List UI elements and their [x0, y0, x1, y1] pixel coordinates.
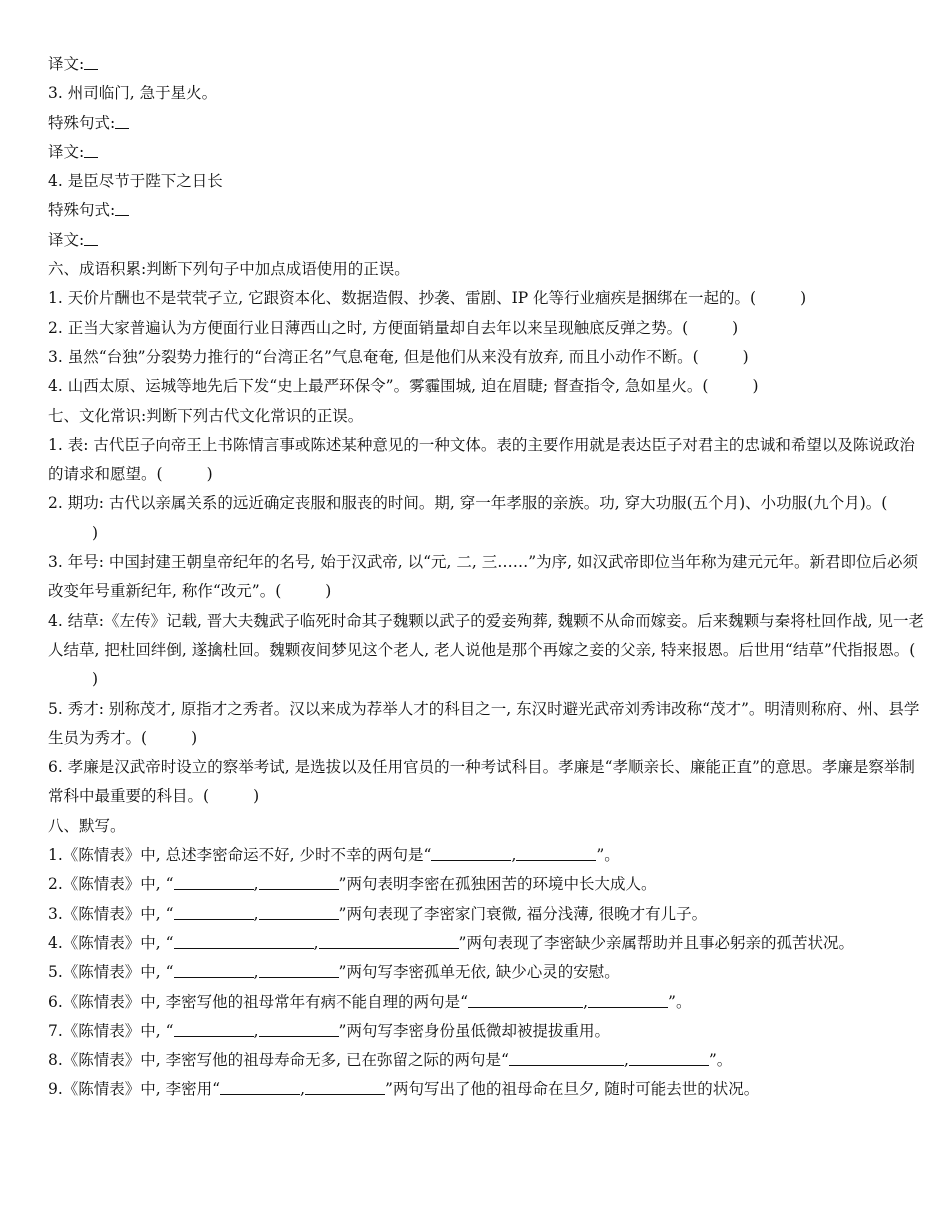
answer-blank[interactable] [115, 112, 129, 129]
dictation-item [48, 988, 930, 1017]
answer-blank[interactable] [84, 53, 98, 70]
idiom-item [48, 343, 930, 372]
culture-item [48, 753, 930, 812]
answer-blank[interactable] [431, 844, 511, 861]
culture-item [48, 489, 930, 548]
item-text: 4. 山西太原、运城等地先后下发“史上最严环保令”。雾霾围城, 迫在眉睫; 督查指令, 急如星火。( [48, 377, 709, 396]
paren-close: ) [732, 318, 739, 337]
dictation-item [48, 841, 930, 870]
item-text: 5. 秀才: 别称茂才, 原指才之秀者。汉以来成为荐举人才的科目之一, 东汉时避光武帝刘秀讳改称“茂才”。明清则称府、州、县学生员为秀才。( [48, 699, 920, 747]
question-3: 3. 州司临门, 急于星火。 [48, 84, 218, 103]
paren-close: ) [752, 377, 759, 396]
translation-line [48, 50, 930, 79]
idiom-item [48, 372, 930, 401]
answer-blank[interactable] [174, 903, 254, 920]
culture-item [48, 431, 930, 490]
section-heading-7: 七、文化常识:判断下列古代文化常识的正误。 [48, 406, 364, 425]
paren-close: ) [92, 523, 99, 542]
paren-close: ) [206, 465, 213, 484]
item-text: 1.《陈情表》中, 总述李密命运不好, 少时不幸的两句是“ [48, 846, 432, 865]
dictation-item [48, 958, 930, 987]
item-text: 4.《陈情表》中, “ [48, 933, 174, 952]
answer-blank[interactable] [319, 932, 459, 949]
answer-blank[interactable] [516, 844, 596, 861]
item-text: ”两句写李密孤单无依, 缺少心灵的安慰。 [338, 963, 620, 982]
dictation-item [48, 1046, 930, 1075]
item-text: ”两句写李密身份虽低微却被提拔重用。 [338, 1021, 610, 1040]
culture-item [48, 695, 930, 754]
item-text: 5.《陈情表》中, “ [48, 963, 174, 982]
section-heading-8: 八、默写。 [48, 816, 126, 835]
comma: , [583, 992, 589, 1011]
special-syntax-line [48, 109, 930, 138]
item-text: ”两句表明李密在孤独困苦的环境中长大成人。 [338, 875, 657, 894]
item-text: 1. 天价片酬也不是茕茕孑立, 它跟资本化、数据造假、抄袭、雷剧、IP 化等行业痼疾是捆绑在一起的。( [48, 289, 757, 308]
comma: , [253, 904, 259, 923]
item-text: ”两句写出了他的祖母命在旦夕, 随时可能去世的状况。 [385, 1080, 760, 1099]
item-text: 3.《陈情表》中, “ [48, 904, 174, 923]
answer-blank[interactable] [259, 873, 339, 890]
label: 特殊句式: [48, 201, 116, 220]
paren-close: ) [742, 347, 749, 366]
label: 译文: [48, 142, 85, 161]
special-syntax-line [48, 196, 930, 225]
answer-blank[interactable] [305, 1078, 385, 1095]
item-text: ”两句表现了李密缺少亲属帮助并且事必躬亲的孤苦状况。 [458, 933, 854, 952]
answer-blank[interactable] [174, 932, 314, 949]
answer-blank[interactable] [259, 1020, 339, 1037]
item-text: 2. 期功: 古代以亲属关系的远近确定丧服和服丧的时间。期, 穿一年孝服的亲族。功, 穿大功服(五个月)、小功服(九个月)。( [48, 494, 888, 513]
comma: , [253, 1021, 259, 1040]
idiom-item [48, 314, 930, 343]
question-4: 4. 是臣尽节于陛下之日长 [48, 172, 223, 191]
comma: , [253, 875, 259, 894]
answer-blank[interactable] [115, 199, 129, 216]
answer-blank[interactable] [174, 1020, 254, 1037]
answer-blank[interactable] [259, 961, 339, 978]
answer-blank[interactable] [259, 903, 339, 920]
comma: , [313, 933, 319, 952]
item-text: 3. 虽然“台独”分裂势力推行的“台湾正名”气息奄奄, 但是他们从来没有放弃, 而且小动作不断。( [48, 347, 699, 366]
item-text: 8.《陈情表》中, 李密写他的祖母寿命无多, 已在弥留之际的两句是“ [48, 1051, 509, 1070]
item-text: 1. 表: 古代臣子向帝王上书陈情言事或陈述某种意见的一种文体。表的主要作用就是表达臣子对君主的忠诚和希望以及陈说政治的请求和愿望。( [48, 435, 915, 484]
item-text: 2.《陈情表》中, “ [48, 875, 174, 894]
dictation-item [48, 900, 930, 929]
answer-blank[interactable] [468, 991, 583, 1008]
item-text: 6.《陈情表》中, 李密写他的祖母常年有病不能自理的两句是“ [48, 992, 469, 1011]
dictation-item [48, 1017, 930, 1046]
comma: , [300, 1080, 306, 1099]
dictation-item [48, 870, 930, 899]
label: 译文: [48, 230, 85, 249]
comma: , [511, 846, 517, 865]
item-text: 9.《陈情表》中, 李密用“ [48, 1080, 221, 1099]
label: 特殊句式: [48, 113, 116, 132]
answer-blank[interactable] [629, 1049, 709, 1066]
comma: , [623, 1051, 629, 1070]
paren-close: ) [800, 289, 807, 308]
paren-close: ) [253, 787, 260, 806]
section-heading-6: 六、成语积累:判断下列句子中加点成语使用的正误。 [48, 260, 410, 279]
answer-blank[interactable] [84, 141, 98, 158]
label: 译文: [48, 55, 85, 73]
paren-close: ) [325, 582, 332, 601]
answer-blank[interactable] [220, 1078, 300, 1095]
paren-close: ) [92, 670, 99, 689]
translation-line [48, 226, 930, 255]
answer-blank[interactable] [84, 229, 98, 246]
dictation-item [48, 1075, 930, 1104]
culture-item [48, 548, 930, 607]
item-text: 7.《陈情表》中, “ [48, 1021, 174, 1040]
translation-line [48, 138, 930, 167]
idiom-item [48, 284, 930, 313]
comma: , [253, 963, 259, 982]
answer-blank[interactable] [174, 873, 254, 890]
item-text: 2. 正当大家普遍认为方便面行业日薄西山之时, 方便面销量却自去年以来呈现触底反弹之势。( [48, 318, 689, 337]
paren-close: ) [191, 728, 198, 747]
item-text: 6. 孝廉是汉武帝时设立的察举考试, 是选拔以及任用官员的一种考试科目。孝廉是“孝顺亲长、廉能正直”的意思。孝廉是察举制常科中最重要的科目。( [48, 758, 915, 806]
item-text: ”两句表现了李密家门衰微, 福分浅薄, 很晚才有儿子。 [338, 904, 708, 923]
answer-blank[interactable] [509, 1049, 624, 1066]
item-text: ”。 [668, 992, 692, 1011]
answer-blank[interactable] [588, 991, 668, 1008]
item-text: ”。 [596, 846, 620, 865]
culture-item [48, 607, 930, 695]
answer-blank[interactable] [174, 961, 254, 978]
item-text: ”。 [708, 1051, 733, 1070]
item-text: 4. 结草:《左传》记载, 晋大夫魏武子临死时命其子魏颗以武子的爱妾殉葬, 魏颗不从命而嫁妾。后来魏颗与秦将杜回作战, 见一老人结草, 把杜回绊倒, 遂擒杜回。魏颗夜间梦见这个老人, 老人说他是那个再嫁之妾的父亲, 特来报恩。后世用“结草”代指报恩。( [48, 611, 925, 659]
item-text: 3. 年号: 中国封建王朝皇帝纪年的名号, 始于汉武帝, 以“元, 二, 三……”为序, 如汉武帝即位当年称为建元元年。新君即位后必须改变年号重新纪年, 称作“改元”。( [48, 553, 918, 601]
dictation-item [48, 929, 930, 958]
